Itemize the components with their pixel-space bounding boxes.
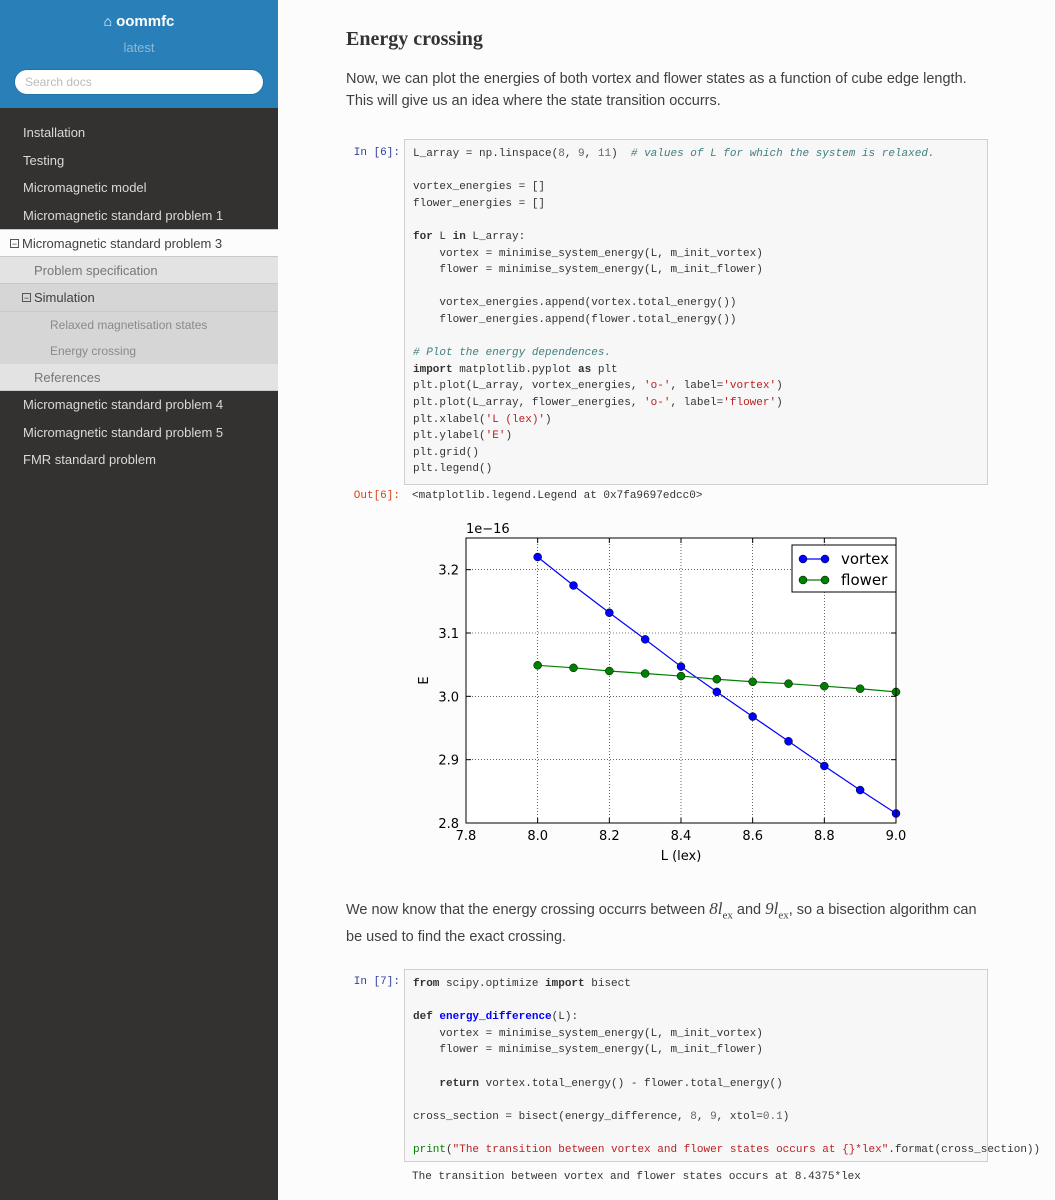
data-point-flower	[641, 670, 649, 678]
nav-item-fmr-standard-problem[interactable]: FMR standard problem	[23, 452, 156, 467]
output-text: <matplotlib.legend.Legend at 0x7fa9697edcc0>	[412, 490, 703, 502]
code-cell[interactable]	[404, 969, 1041, 1162]
code-line: vortex = minimise_system_energy(L, m_init_vortex)	[413, 247, 763, 260]
math-text: 8l	[709, 899, 723, 918]
y-tick-label: 3.1	[438, 627, 459, 642]
nav-item-standard-problem-4[interactable]: Micromagnetic standard problem 4	[23, 397, 224, 412]
code-line: plt.legend()	[413, 463, 493, 476]
data-point-flower	[570, 664, 578, 672]
math-text: 9l	[765, 899, 779, 918]
data-point-vortex	[677, 663, 685, 671]
code-line: from scipy.optimize import bisect	[413, 978, 631, 990]
project-name: oommfc	[116, 13, 175, 30]
code-line	[413, 1059, 979, 1076]
code-line	[413, 1125, 979, 1142]
search-input[interactable]	[14, 69, 264, 95]
math-sub: ex	[778, 909, 789, 922]
data-point-vortex	[856, 786, 864, 794]
math-8lex	[709, 899, 733, 922]
data-point-vortex	[785, 737, 793, 745]
nav-item-standard-problem-1[interactable]: Micromagnetic standard problem 1	[23, 207, 224, 223]
sidebar-nav	[0, 119, 278, 474]
nav-item-testing[interactable]: Testing	[23, 152, 65, 168]
code-line: return vortex.total_energy() - flower.total_energy()	[439, 1077, 783, 1090]
data-point-vortex	[749, 713, 757, 721]
code-line	[413, 993, 979, 1010]
nav-item-micromagnetic-model[interactable]: Micromagnetic model	[23, 180, 147, 195]
home-icon: ⌂	[103, 13, 113, 29]
code-line: print("The transition between vortex and flower states occurs at {}*lex".format(cross_section))	[413, 1143, 1041, 1156]
code-line: plt.xlabel('L (lex)')	[413, 413, 552, 426]
output-prompt: Out[6]:	[353, 490, 400, 502]
nav-item-simulation[interactable]	[0, 284, 278, 312]
code-line: flower_energies.append(flower.total_energy())	[413, 313, 737, 326]
code-line: vortex = minimise_system_energy(L, m_init_vortex)	[413, 1027, 763, 1040]
section-title: Energy crossing	[346, 28, 483, 50]
nav-item-relaxed-states[interactable]: Relaxed magnetisation states	[0, 312, 278, 338]
nav-item-problem-specification[interactable]: Problem specification	[0, 257, 278, 285]
data-point-flower	[785, 680, 793, 688]
nav-item-label: Micromagnetic standard problem 3	[22, 236, 223, 251]
code-line: plt.plot(L_array, vortex_energies, 'o-', label='vortex')	[413, 380, 783, 393]
data-point-vortex	[713, 688, 721, 696]
text-span: We now know that the energy crossing occurrs between	[346, 902, 710, 918]
code-line: flower = minimise_system_energy(L, m_init_flower)	[413, 1044, 763, 1057]
nav-item-energy-crossing[interactable]: Energy crossing	[0, 338, 278, 364]
nav-item-references[interactable]: References	[0, 364, 278, 392]
text-span: , so a bisection algorithm can be used to find the exact crossing.	[346, 902, 977, 946]
data-point-vortex	[641, 635, 649, 643]
legend-marker-flower	[799, 576, 807, 584]
project-home-link[interactable]	[0, 0, 278, 33]
data-point-vortex	[534, 553, 542, 561]
legend-marker-vortex	[821, 555, 829, 563]
data-point-vortex	[570, 582, 578, 590]
sidebar	[0, 0, 278, 1200]
legend-label-vortex: vortex	[841, 550, 889, 568]
data-point-flower	[534, 661, 542, 669]
data-point-vortex	[820, 762, 828, 770]
nav-item-standard-problem-5[interactable]: Micromagnetic standard problem 5	[23, 424, 224, 440]
sidebar-header	[0, 0, 278, 108]
y-tick-label: 2.8	[438, 817, 459, 832]
code-line: flower = minimise_system_energy(L, m_init_flower)	[413, 264, 763, 277]
x-tick-label: 8.2	[598, 829, 620, 844]
code-line: plt.grid()	[413, 446, 480, 459]
code-line: # Plot the energy dependences.	[413, 347, 612, 360]
code-line	[413, 329, 979, 346]
y-tick-label: 3.2	[438, 563, 459, 579]
intro-paragraph: Now, we can plot the energies of both vortex and flower states as a function of cube edge length. This will give us an idea where the state transition occurrs.	[346, 71, 967, 109]
collapse-icon[interactable]: −	[23, 293, 30, 303]
code-line: flower_energies = []	[413, 197, 546, 210]
code-line: plt.plot(L_array, flower_energies, 'o-', label='flower')	[413, 396, 783, 409]
y-tick-label: 3.0	[438, 690, 459, 706]
math-9lex	[765, 899, 789, 922]
code-line	[413, 279, 979, 296]
math-sub: ex	[722, 909, 733, 922]
code-line: for L in L_array:	[413, 230, 526, 243]
x-tick-label: 8.6	[742, 829, 764, 844]
x-axis-label: L (lex)	[660, 849, 702, 864]
y-tick-label: 2.9	[438, 753, 459, 769]
x-tick-label: 8.0	[527, 829, 549, 844]
x-tick-label: 9.0	[885, 829, 907, 844]
x-tick-label: 7.8	[455, 829, 477, 844]
version-label: latest	[123, 40, 155, 55]
collapse-icon[interactable]: −	[11, 239, 18, 249]
output-text: The transition between vortex and flower states occurs at 8.4375*lex	[412, 1171, 861, 1183]
code-line: import matplotlib.pyplot as plt	[413, 363, 618, 376]
input-prompt: In [7]:	[353, 976, 400, 988]
code-line: L_array = np.linspace(8, 9, 11) # values of L for which the system is relaxed.	[413, 148, 935, 160]
legend-marker-vortex	[799, 555, 807, 563]
x-tick-label: 8.4	[670, 829, 692, 844]
energy-chart	[414, 518, 914, 868]
offset-text: 1e−16	[466, 522, 510, 537]
nav-item-label: Simulation	[34, 290, 95, 305]
code-line: cross_section = bisect(energy_difference, 8, 9, xtol=0.1)	[413, 1110, 790, 1123]
code-line: def energy_difference(L):	[413, 1011, 579, 1024]
code-line: vortex_energies = []	[413, 181, 546, 194]
code-line: vortex_energies.append(vortex.total_energy())	[413, 297, 737, 310]
code-cell[interactable]	[404, 139, 988, 485]
data-point-vortex	[605, 609, 613, 617]
nav-item-standard-problem-3[interactable]	[0, 229, 278, 257]
code-line	[413, 163, 979, 180]
data-point-flower	[856, 685, 864, 693]
data-point-flower	[713, 675, 721, 683]
code-line	[413, 1092, 979, 1109]
input-prompt: In [6]:	[353, 147, 400, 159]
nav-item-installation[interactable]: Installation	[23, 125, 86, 140]
code-line	[413, 212, 979, 229]
legend-marker-flower	[821, 576, 829, 584]
text-span: and	[732, 902, 766, 918]
y-axis-label: E	[417, 676, 432, 685]
bisect-paragraph	[346, 898, 986, 948]
data-point-flower	[820, 682, 828, 690]
legend-label-flower: flower	[841, 571, 888, 589]
data-point-flower	[605, 667, 613, 675]
data-point-flower	[677, 672, 685, 680]
x-tick-label: 8.8	[813, 829, 835, 844]
data-point-flower	[749, 678, 757, 686]
code-line: plt.ylabel('E')	[413, 430, 513, 443]
